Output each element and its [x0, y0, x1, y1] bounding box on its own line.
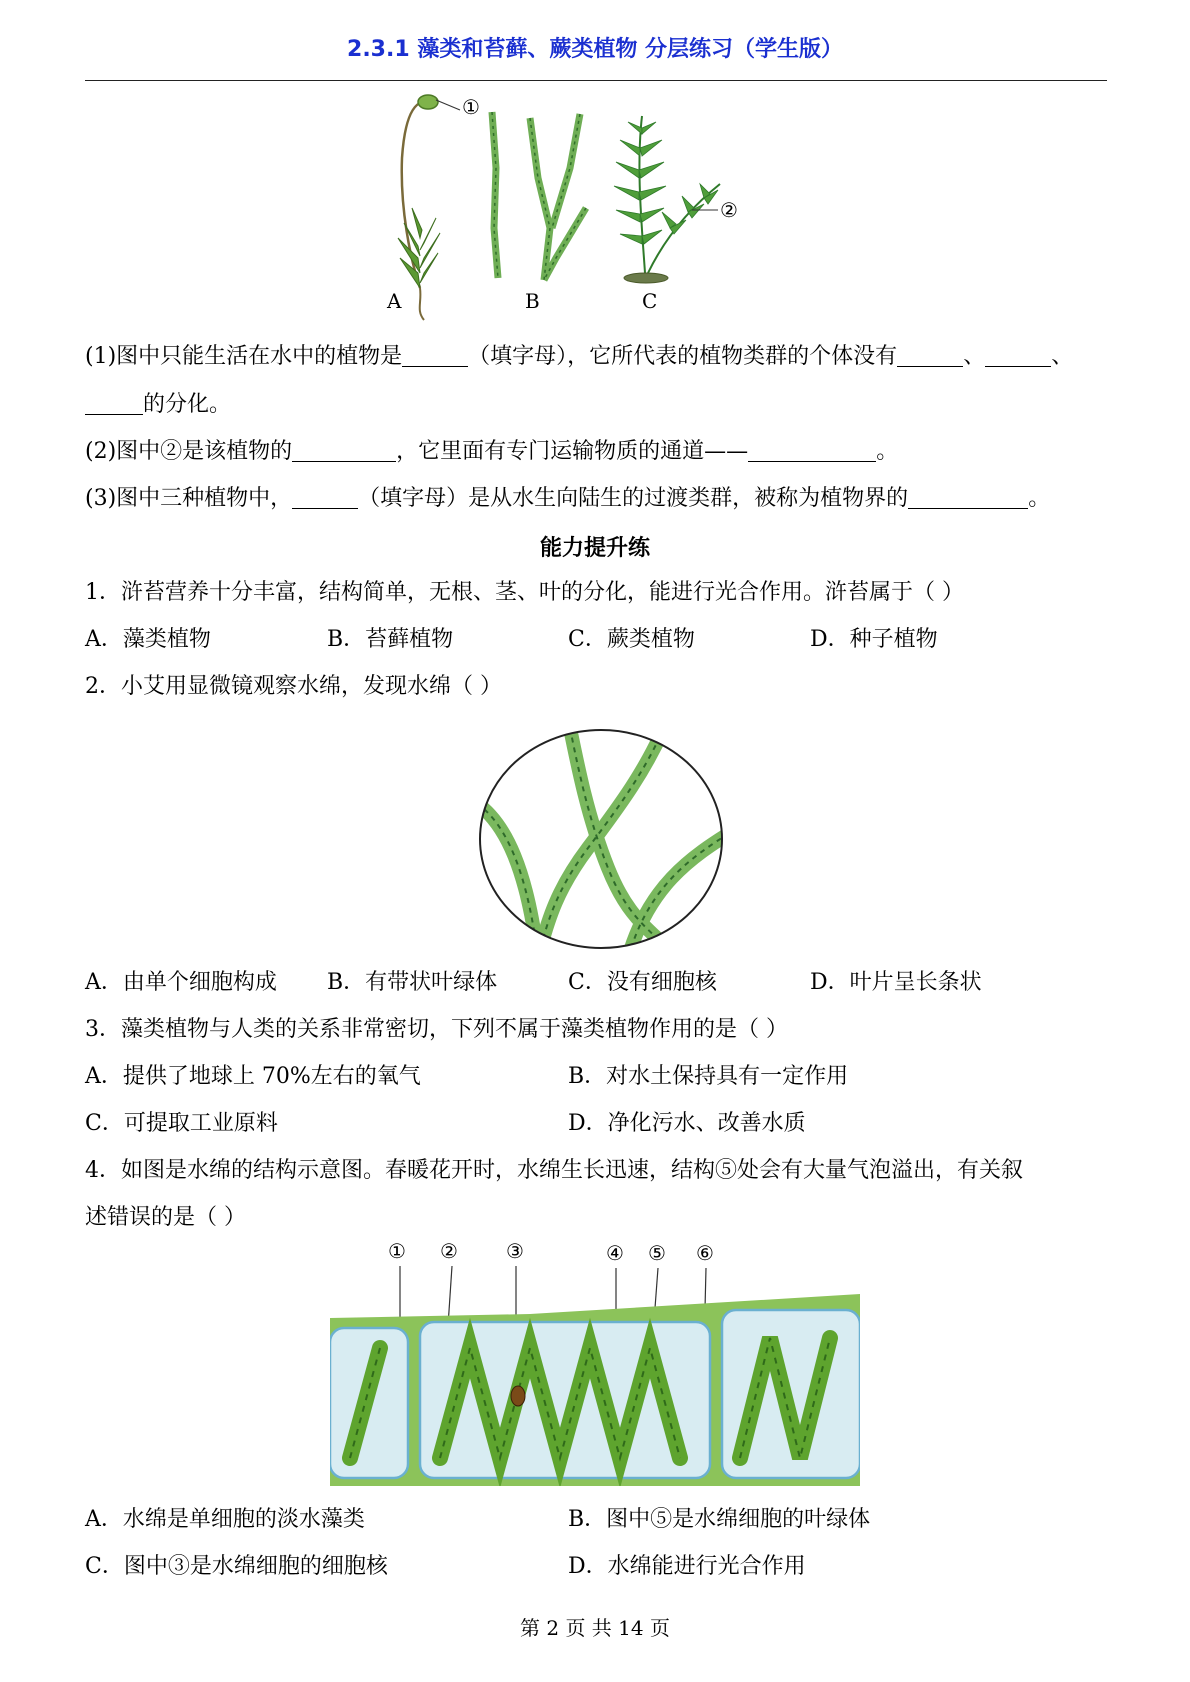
structure-label-1: ① [388, 1239, 406, 1263]
basic-question-1-line-2: 的分化。 [85, 390, 1115, 420]
answer-blank[interactable] [292, 437, 396, 462]
question-3-option-d[interactable]: D．净化污水、改善水质 [568, 1111, 806, 1136]
question-4-option-b[interactable]: B．图中⑤是水绵细胞的叶绿体 [568, 1507, 871, 1532]
basic-question-1-line-1: (1)图中只能生活在水中的植物是 （填字母），它所代表的植物类群的个体没有 、 、 [85, 344, 1074, 369]
nucleus-marker [511, 1386, 525, 1406]
structure-label-2: ② [440, 1239, 458, 1263]
question-2-option-d[interactable]: D．叶片呈长条状 [810, 970, 982, 995]
basic-question-3: (3)图中三种植物中， （填字母）是从水生向陆生的过渡类群，被称为植物界的 。 [85, 486, 1051, 511]
question-1-option-d[interactable]: D．种子植物 [810, 627, 938, 652]
moss-plant-illustration [398, 95, 460, 320]
spirogyra-microscope-figure [478, 728, 724, 950]
question-3-option-c[interactable]: C．可提取工业原料 [85, 1111, 278, 1136]
question-2-option-a[interactable]: A．由单个细胞构成 [85, 970, 277, 995]
section-title: 能力提升练 [539, 535, 650, 561]
question-1-option-a[interactable]: A．藻类植物 [85, 627, 211, 652]
figure-label-b: B [525, 289, 540, 313]
question-3-option-a[interactable]: A．提供了地球上 70%左右的氧气 [85, 1064, 421, 1089]
header-rule [85, 80, 1107, 81]
page-number: 第 2 页 共 14 页 [520, 1616, 670, 1640]
question-4-option-c[interactable]: C．图中③是水绵细胞的细胞核 [85, 1554, 388, 1579]
question-2-stem: 2．小艾用显微镜观察水绵，发现水绵（ ） [85, 674, 502, 699]
figure-label-a: A [387, 289, 402, 313]
spirogyra-filaments-illustration [492, 112, 586, 280]
answer-blank[interactable] [402, 342, 468, 367]
answer-blank[interactable] [985, 342, 1051, 367]
fern-plant-illustration [614, 116, 720, 283]
question-1-stem: 1．浒苔营养十分丰富，结构简单，无根、茎、叶的分化，能进行光合作用。浒苔属于（ ） [85, 580, 964, 605]
structure-label-6: ⑥ [696, 1241, 714, 1265]
answer-blank[interactable] [85, 390, 143, 415]
question-3-stem: 3．藻类植物与人类的关系非常密切，下列不属于藻类植物作用的是（ ） [85, 1017, 788, 1042]
question-2-option-b[interactable]: B．有带状叶绿体 [327, 970, 498, 995]
question-1-option-b[interactable]: B．苔藓植物 [327, 627, 454, 652]
question-1-option-c[interactable]: C．蕨类植物 [568, 627, 695, 652]
question-4-option-a[interactable]: A．水绵是单细胞的淡水藻类 [85, 1507, 365, 1532]
marker-1-label: ① [462, 95, 480, 119]
structure-label-5: ⑤ [648, 1241, 666, 1265]
question-4-stem-line-1: 4．如图是水绵的结构示意图。春暖花开时，水绵生长迅速，结构⑤处会有大量气泡溢出，有关叙 [85, 1158, 1024, 1183]
spirogyra-structure-figure [330, 1238, 860, 1486]
document-header-title: 2.3.1 藻类和苔藓、蕨类植物 分层练习（学生版） [347, 37, 843, 62]
question-2-option-c[interactable]: C．没有细胞核 [568, 970, 717, 995]
marker-2-label: ② [720, 198, 738, 222]
answer-blank[interactable] [748, 437, 876, 462]
structure-label-4: ④ [606, 1241, 624, 1265]
question-4-option-d[interactable]: D．水绵能进行光合作用 [568, 1554, 806, 1579]
answer-blank[interactable] [897, 342, 963, 367]
answer-blank[interactable] [292, 484, 358, 509]
figure-label-c: C [642, 289, 658, 313]
question-3-option-b[interactable]: B．对水土保持具有一定作用 [568, 1064, 849, 1089]
question-4-stem-line-2: 述错误的是（ ） [85, 1205, 246, 1230]
structure-label-3: ③ [506, 1239, 524, 1263]
answer-blank[interactable] [908, 484, 1028, 509]
basic-question-2: (2)图中②是该植物的 ，它里面有专门运输物质的通道—— 。 [85, 439, 899, 464]
plant-figure-abc [380, 88, 820, 334]
